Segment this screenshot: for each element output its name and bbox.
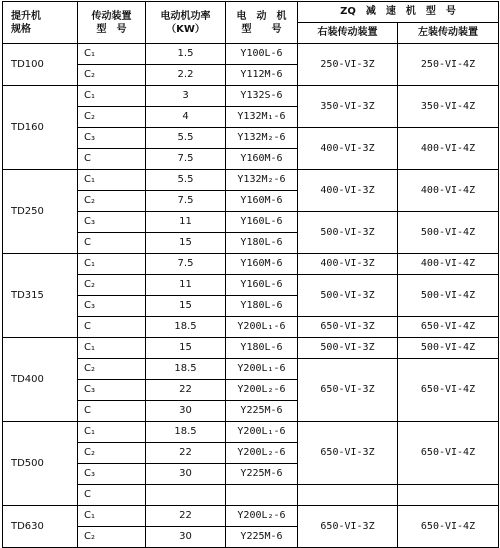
motor-power-cell: 18.5	[146, 317, 226, 338]
gear-model-cell: C₂	[78, 191, 146, 212]
gear-model-cell: C₁	[78, 86, 146, 107]
reducer-right-cell: 500-VI-3Z	[298, 275, 398, 317]
gear-model-cell: C₃	[78, 380, 146, 401]
motor-power-cell: 11	[146, 275, 226, 296]
gear-model-cell: C	[78, 317, 146, 338]
motor-power-cell: 1.5	[146, 44, 226, 65]
motor-model-cell: Y180L-6	[226, 233, 298, 254]
motor-model-cell: Y160L-6	[226, 212, 298, 233]
reducer-left-cell: 500-VI-4Z	[398, 212, 499, 254]
motor-power-cell: 4	[146, 107, 226, 128]
motor-model-cell: Y160M-6	[226, 149, 298, 170]
motor-model-cell: Y132M₂-6	[226, 128, 298, 149]
header-motor-power-line2: （KW）	[166, 23, 205, 35]
reducer-right-cell: 650-VI-3Z	[298, 359, 398, 422]
gear-model-cell: C₂	[78, 359, 146, 380]
gear-model-cell: C₃	[78, 128, 146, 149]
header-motor-model-line1: 电 动 机	[236, 10, 287, 22]
motor-power-cell: 3	[146, 86, 226, 107]
motor-power-cell: 15	[146, 233, 226, 254]
header-gear-model	[78, 2, 146, 44]
motor-power-cell	[146, 485, 226, 506]
motor-power-cell: 7.5	[146, 254, 226, 275]
motor-model-cell: Y200L₁-6	[226, 359, 298, 380]
gear-model-cell: C	[78, 485, 146, 506]
reducer-left-cell: 650-VI-4Z	[398, 317, 499, 338]
lift-model-cell: TD400	[3, 338, 78, 422]
motor-power-cell: 22	[146, 443, 226, 464]
motor-model-cell: Y100L-6	[226, 44, 298, 65]
header-motor-power	[146, 2, 226, 44]
gear-model-cell: C	[78, 233, 146, 254]
gear-model-cell: C₂	[78, 275, 146, 296]
reducer-left-cell	[398, 485, 499, 506]
reducer-right-cell: 650-VI-3Z	[298, 317, 398, 338]
lift-model-cell: TD500	[3, 422, 78, 506]
gear-model-cell: C	[78, 149, 146, 170]
gear-model-cell: C₁	[78, 170, 146, 191]
reducer-left-cell: 350-VI-4Z	[398, 86, 499, 128]
motor-model-cell: Y200L₁-6	[226, 422, 298, 443]
gear-model-cell: C₁	[78, 338, 146, 359]
motor-power-cell: 30	[146, 401, 226, 422]
reducer-right-cell: 400-VI-3Z	[298, 170, 398, 212]
motor-power-cell: 15	[146, 338, 226, 359]
gear-model-cell: C	[78, 401, 146, 422]
motor-model-cell	[226, 485, 298, 506]
table-row	[3, 317, 499, 338]
motor-model-cell: Y132M₁-6	[226, 107, 298, 128]
table-row	[3, 359, 499, 380]
motor-model-cell: Y225M-6	[226, 401, 298, 422]
motor-model-cell: Y200L₂-6	[226, 443, 298, 464]
motor-power-cell: 30	[146, 527, 226, 548]
gear-model-cell: C₃	[78, 464, 146, 485]
lift-model-cell: TD250	[3, 170, 78, 254]
motor-power-cell: 22	[146, 380, 226, 401]
header-lift-model-line1: 提升机	[11, 10, 41, 22]
reducer-right-cell: 650-VI-3Z	[298, 422, 398, 485]
table-row	[3, 44, 499, 65]
gear-model-cell: C₁	[78, 254, 146, 275]
gear-model-cell: C₂	[78, 443, 146, 464]
reducer-right-cell: 250-VI-3Z	[298, 44, 398, 86]
reducer-left-cell: 500-VI-4Z	[398, 338, 499, 359]
gear-model-cell: C₂	[78, 527, 146, 548]
motor-power-cell: 5.5	[146, 128, 226, 149]
header-left-install: 左装传动装置	[398, 23, 499, 44]
lift-model-cell: TD160	[3, 86, 78, 170]
header-reducer-model: ZQ 减 速 机 型 号	[298, 2, 499, 23]
motor-model-cell: Y200L₂-6	[226, 506, 298, 527]
reducer-right-cell: 500-VI-3Z	[298, 338, 398, 359]
motor-model-cell: Y160M-6	[226, 254, 298, 275]
reducer-left-cell: 650-VI-4Z	[398, 422, 499, 485]
motor-model-cell: Y225M-6	[226, 464, 298, 485]
motor-model-cell: Y132M₂-6	[226, 170, 298, 191]
gear-model-cell: C₂	[78, 65, 146, 86]
lift-model-cell: TD315	[3, 254, 78, 338]
header-lift-model	[3, 2, 78, 44]
motor-selection-table	[2, 1, 499, 548]
header-lift-model-line2: 规格	[11, 23, 31, 35]
reducer-right-cell: 350-VI-3Z	[298, 86, 398, 128]
motor-power-cell: 11	[146, 212, 226, 233]
table-row	[3, 128, 499, 149]
header-motor-model	[226, 2, 298, 44]
table-row	[3, 485, 499, 506]
motor-power-cell: 30	[146, 464, 226, 485]
gear-model-cell: C₂	[78, 107, 146, 128]
lift-model-cell: TD630	[3, 506, 78, 548]
motor-power-cell: 5.5	[146, 170, 226, 191]
gear-model-cell: C₁	[78, 44, 146, 65]
motor-power-cell: 2.2	[146, 65, 226, 86]
reducer-right-cell: 650-VI-3Z	[298, 506, 398, 548]
motor-model-cell: Y200L₁-6	[226, 317, 298, 338]
header-right-install: 右装传动装置	[298, 23, 398, 44]
motor-model-cell: Y225M-6	[226, 527, 298, 548]
gear-model-cell: C₁	[78, 422, 146, 443]
reducer-left-cell: 500-VI-4Z	[398, 275, 499, 317]
table-row	[3, 170, 499, 191]
header-motor-model-line2: 型 号	[241, 23, 282, 35]
reducer-right-cell: 400-VI-3Z	[298, 254, 398, 275]
motor-power-cell: 22	[146, 506, 226, 527]
reducer-left-cell: 650-VI-4Z	[398, 506, 499, 548]
motor-model-cell: Y200L₂-6	[226, 380, 298, 401]
table-row	[3, 506, 499, 527]
lift-model-cell: TD100	[3, 44, 78, 86]
reducer-left-cell: 400-VI-4Z	[398, 254, 499, 275]
motor-power-cell: 18.5	[146, 359, 226, 380]
reducer-left-cell: 400-VI-4Z	[398, 128, 499, 170]
motor-model-cell: Y132S-6	[226, 86, 298, 107]
reducer-right-cell: 500-VI-3Z	[298, 212, 398, 254]
motor-model-cell: Y180L-6	[226, 338, 298, 359]
header-gear-model-line1: 传动装置	[91, 10, 132, 22]
reducer-right-cell: 400-VI-3Z	[298, 128, 398, 170]
table-row	[3, 338, 499, 359]
reducer-right-cell	[298, 485, 398, 506]
motor-power-cell: 7.5	[146, 191, 226, 212]
header-gear-model-line2: 型 号	[96, 23, 127, 35]
gear-model-cell: C₁	[78, 506, 146, 527]
reducer-left-cell: 650-VI-4Z	[398, 359, 499, 422]
motor-model-cell: Y160M-6	[226, 191, 298, 212]
motor-power-cell: 15	[146, 296, 226, 317]
table-row	[3, 422, 499, 443]
reducer-left-cell: 250-VI-4Z	[398, 44, 499, 86]
motor-power-cell: 18.5	[146, 422, 226, 443]
table-row	[3, 212, 499, 233]
reducer-left-cell: 400-VI-4Z	[398, 170, 499, 212]
table-row	[3, 254, 499, 275]
motor-power-cell: 7.5	[146, 149, 226, 170]
motor-model-cell: Y180L-6	[226, 296, 298, 317]
gear-model-cell: C₃	[78, 296, 146, 317]
header-motor-power-line1: 电动机功率	[160, 10, 211, 22]
motor-model-cell: Y112M-6	[226, 65, 298, 86]
table-body	[3, 44, 499, 548]
gear-model-cell: C₃	[78, 212, 146, 233]
motor-model-cell: Y160L-6	[226, 275, 298, 296]
table-row	[3, 275, 499, 296]
table-row	[3, 86, 499, 107]
